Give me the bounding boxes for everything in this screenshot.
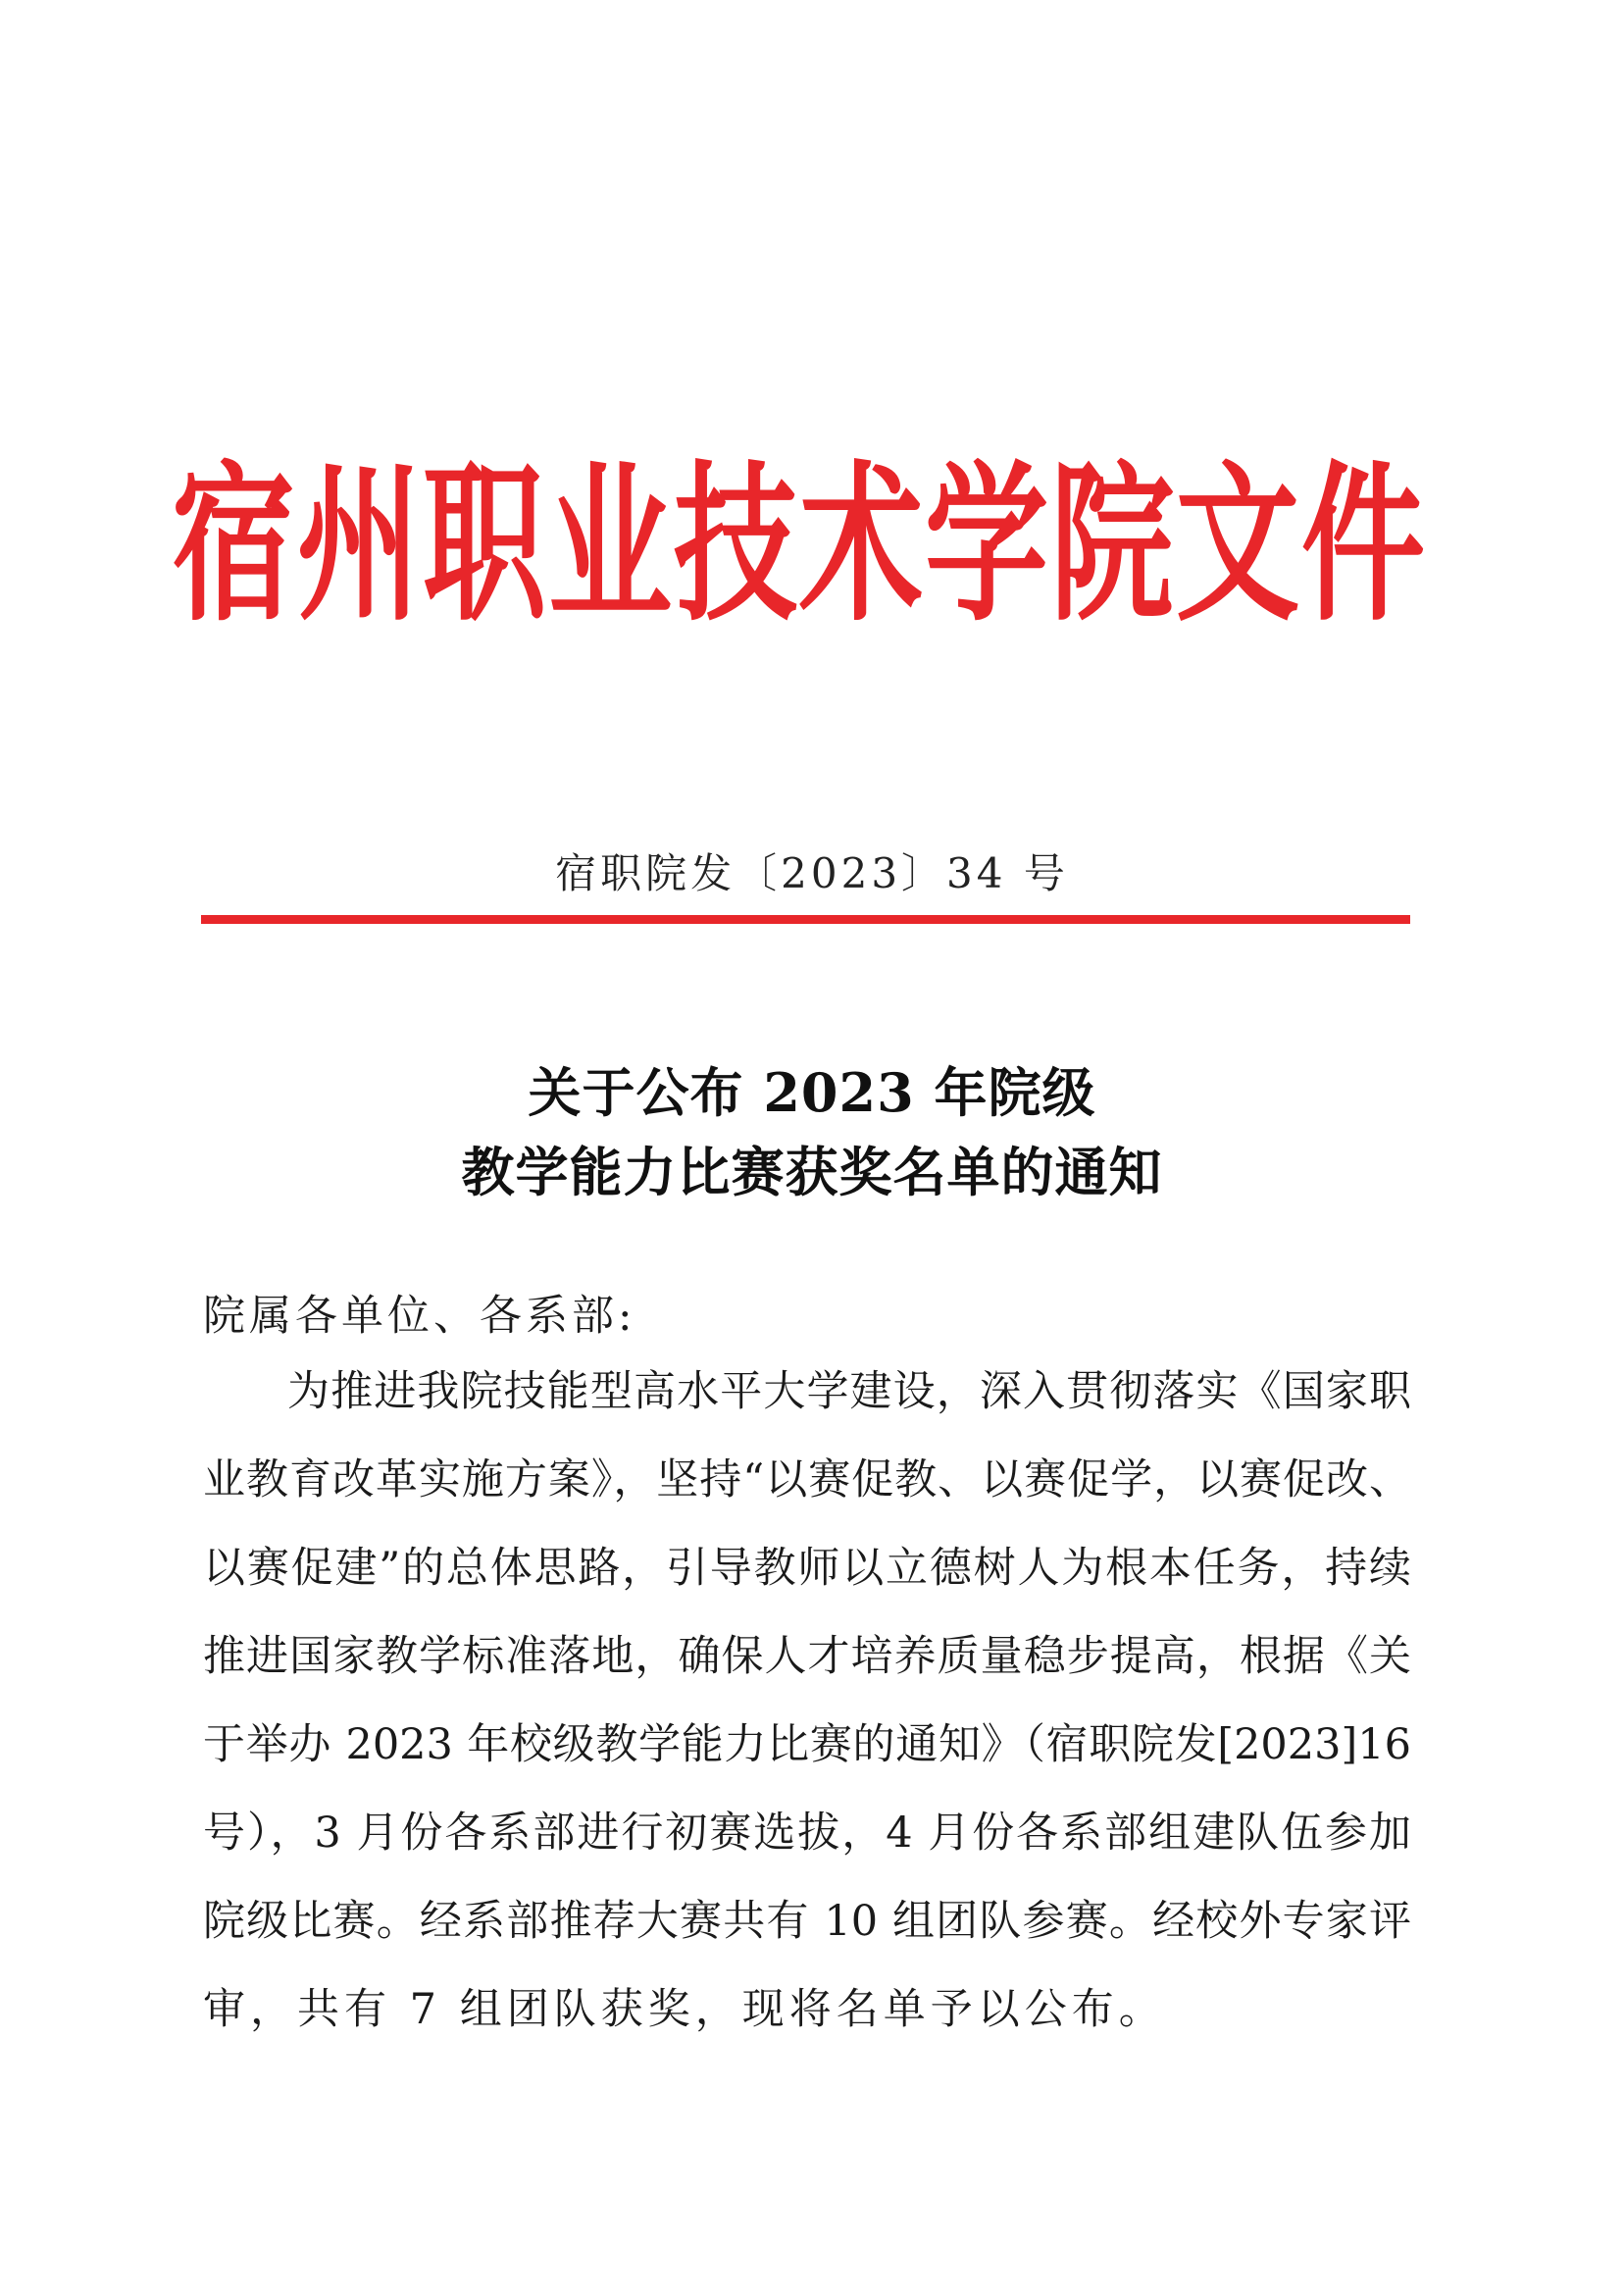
notice-title-line-2: 教学能力比赛获奖名单的通知	[461, 1141, 1163, 1203]
body-line-8: 审，共有 7 组团队获奖，现将名单予以公布。	[203, 1985, 1166, 2034]
masthead	[172, 422, 1427, 667]
body-line-7: 院级比赛。经系部推荐大赛共有 10 组团队参赛。经校外专家评	[203, 1897, 1411, 1946]
body-line-6: 号），3 月份各系部进行初赛选拔，4 月份各系部组建队伍参加	[203, 1809, 1411, 1858]
body-line-3: 以赛促建”的总体思路，引导教师以立德树人为根本任务，持续	[203, 1544, 1411, 1593]
masthead-title: 宿州职业技术学院文件	[172, 443, 1427, 645]
salutation: 院属各单位、各系部:	[203, 1292, 636, 1341]
body-line-2: 业教育改革实施方案》，坚持“以赛促教、以赛促学，以赛促改、	[203, 1455, 1411, 1504]
red-divider-line	[201, 915, 1410, 924]
body-line-4: 推进国家教学标准落地，确保人才培养质量稳步提高，根据《关	[203, 1632, 1411, 1681]
notice-title-line-1: 关于公布 2023 年院级	[528, 1061, 1096, 1124]
document-number: 宿职院发〔2023〕34 号	[555, 849, 1069, 897]
body-line-1: 为推进我院技能型高水平大学建设，深入贯彻落实《国家职	[287, 1367, 1411, 1416]
body-line-5: 于举办 2023 年校级教学能力比赛的通知》（宿职院发[2023]16	[203, 1720, 1411, 1769]
